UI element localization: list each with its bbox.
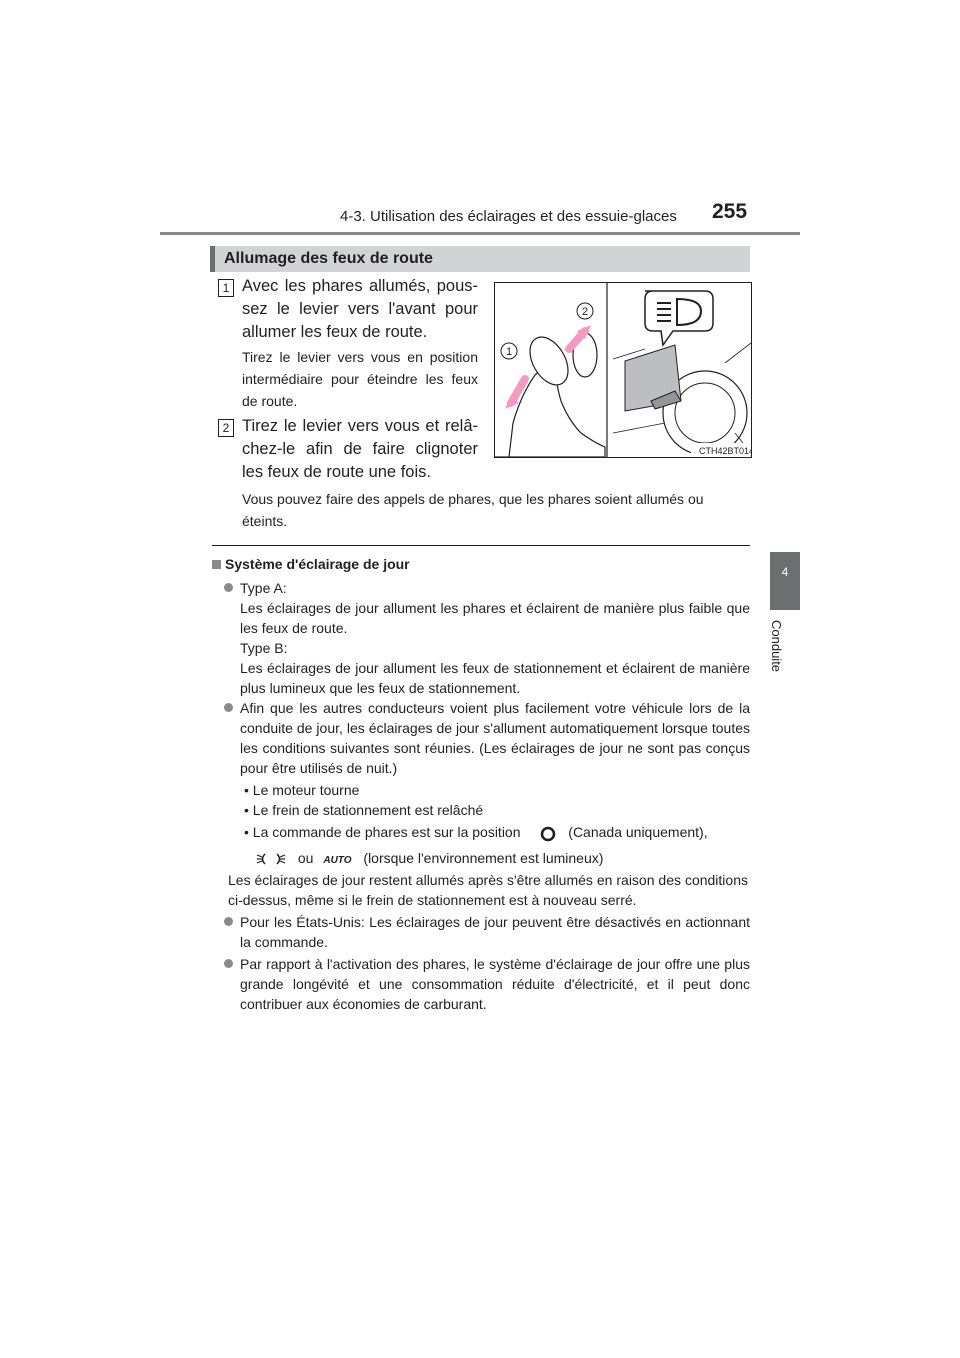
parking-lights-icon (256, 850, 286, 868)
drl-bullet-conditions (224, 698, 750, 778)
drl-type-b-label: Type B: (240, 640, 288, 656)
header-rule (160, 232, 800, 235)
lever-illustration (494, 282, 752, 458)
bullet-dot-icon (224, 917, 233, 926)
callout-2: 2 (581, 306, 589, 318)
step-1-text: Avec les phares allumés, pous-sez le levier vers l'avant pour allumer les feux de route. (242, 277, 478, 341)
bullet-dot-icon (224, 959, 233, 968)
callout-1: 1 (505, 346, 513, 358)
drl-bullet-efficiency (224, 954, 750, 1014)
chapter-label: Conduite (769, 620, 784, 673)
condition-parking-brake: • Le frein de stationnement est relâché (244, 802, 484, 818)
drl-type-a-label: Type A: (240, 580, 287, 596)
section-divider (212, 545, 750, 546)
condition-engine: • Le moteur tourne (244, 782, 360, 798)
step-1-number: 1 (218, 279, 234, 297)
headlight-off-icon (524, 823, 564, 843)
chapter-tab (770, 552, 800, 610)
figure-code: CTH42BT014 (699, 446, 751, 456)
drl-heading (212, 556, 410, 572)
condition3-prefix: • La commande de phares est sur la position (244, 824, 521, 840)
bullet-dot-icon (224, 703, 233, 712)
header-section-title: 4-3. Utilisation des éclairages et des essuie-glaces (340, 208, 677, 225)
drl-after-conditions: Les éclairages de jour restent allumés après s'être allumés en raison des conditions ci-dessus, même si le frein de stationnement est à nouveau serré. (228, 872, 748, 908)
drl-bullet-types (224, 578, 750, 698)
step-2-number: 2 (218, 419, 234, 437)
condition3-or: ou (297, 850, 314, 866)
drl-conditions-intro: Afin que les autres conducteurs voient plus facilement votre véhicule lors de la conduite de jour, les éclairages de jour s'allument automatiquement lorsque toutes les conditions suivantes sont réunies. (Les éclairages de jour ne sont pas conçus pour être utilisés de nuit.) (240, 700, 750, 776)
step-2-note: Vous pouvez faire des appels de phares, que les phares soient allumés ou éteints. (242, 491, 704, 529)
bullet-dot-icon (224, 583, 233, 592)
drl-bullet-usa (224, 912, 750, 952)
condition-headlight-switch-cont (256, 848, 603, 871)
page-number: 255 (712, 200, 748, 223)
condition-headlight-switch (244, 822, 708, 843)
chapter-number: 4 (781, 565, 789, 579)
drl-type-a-text: Les éclairages de jour allument les phares et éclairent de manière plus faible que les feux de route. (240, 600, 750, 636)
condition3-suffix: (Canada uniquement), (568, 824, 708, 840)
drl-usa-text: Pour les États-Unis: Les éclairages de jour peuvent être désactivés en actionnant la commande. (240, 914, 750, 950)
auto-position-icon: AUTO (323, 855, 352, 866)
step-2-text: Tirez le levier vers vous et relâ-chez-le afin de faire clignoter les feux de route une fois. (242, 417, 478, 481)
section-title: Allumage des feux de route (224, 250, 433, 267)
step-1-note: Tirez le levier vers vous en position intermédiaire pour éteindre les feux de route. (242, 349, 478, 409)
heading-square-icon (212, 560, 221, 569)
drl-efficiency-text: Par rapport à l'activation des phares, le système d'éclairage de jour offre une plus grande longévité et une consommation réduite d'électricité, et il peut donc contribuer aux économies de carburant. (240, 956, 750, 1012)
lever-drawing (495, 283, 751, 457)
section-header (210, 246, 750, 272)
drl-heading-text: Système d'éclairage de jour (225, 556, 410, 572)
drl-type-b-text: Les éclairages de jour allument les feux de stationnement et éclairent de manière plus lumineux que les feux de stationnement. (240, 660, 750, 696)
condition3-note: (lorsque l'environnement est lumineux) (363, 850, 604, 866)
section-accent (210, 246, 215, 272)
